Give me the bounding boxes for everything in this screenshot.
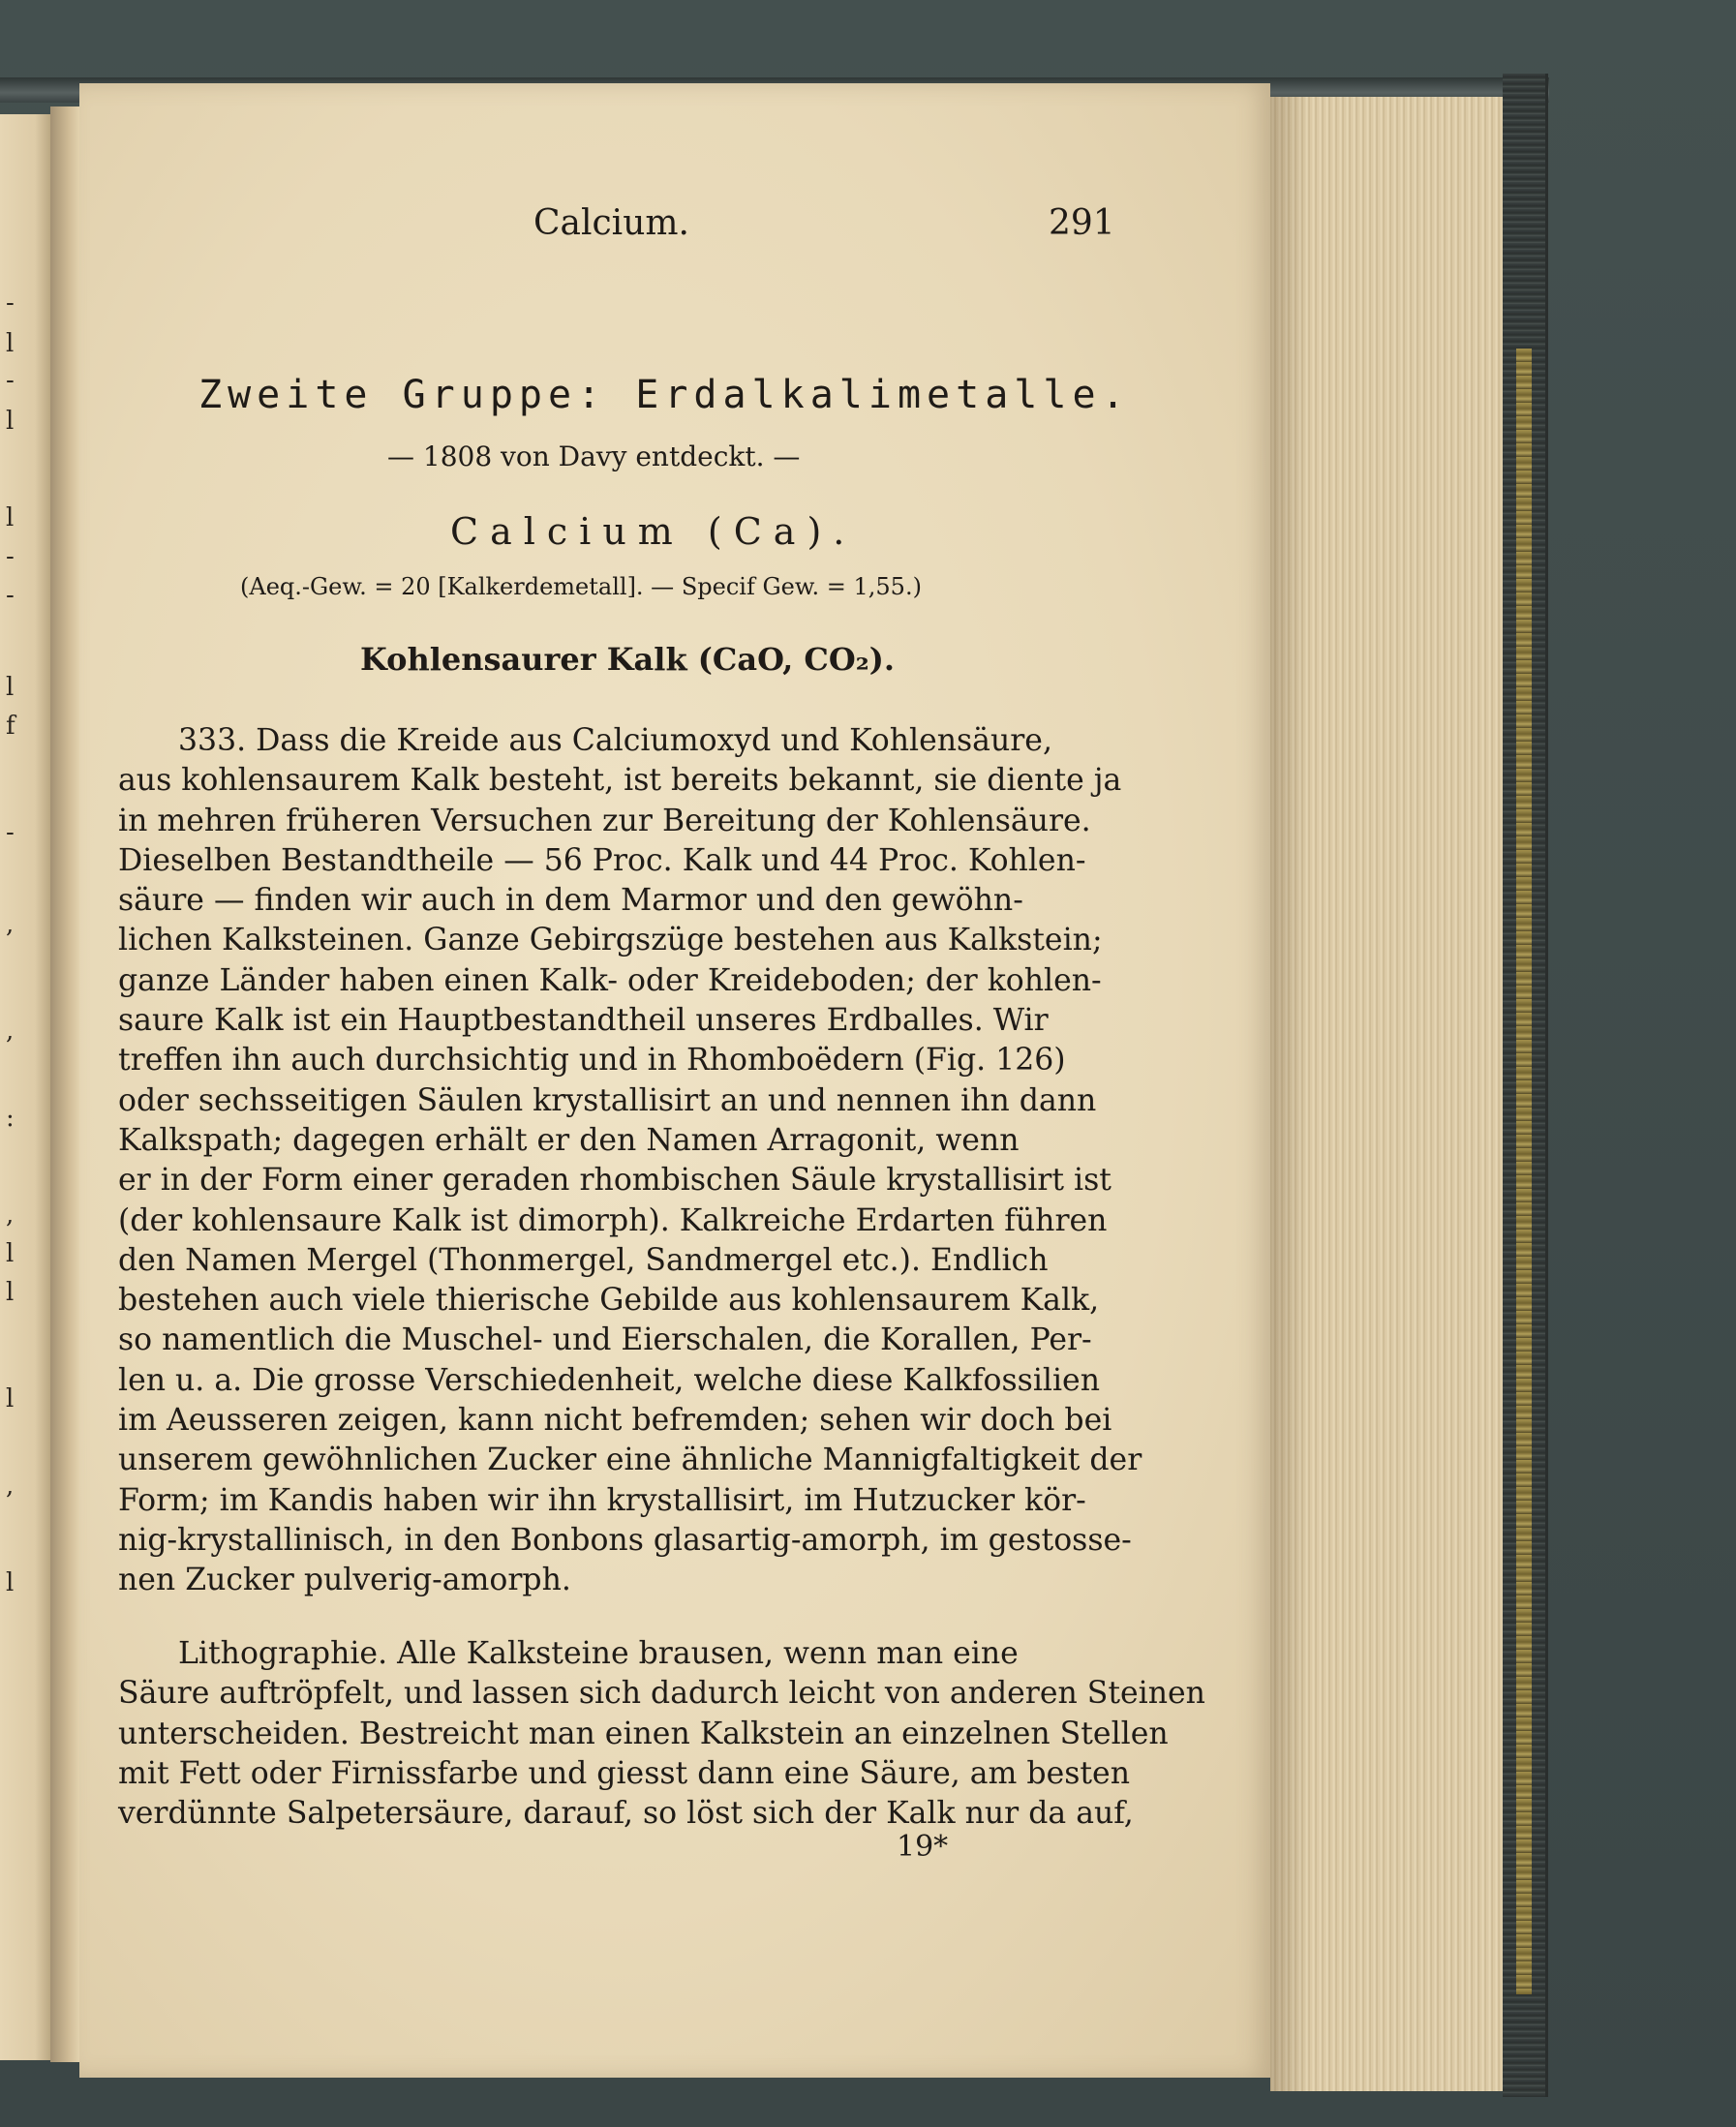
text-line: saure Kalk ist ein Hauptbestandtheil unseres Erdballes. Wir (118, 1003, 1049, 1039)
facing-page-letter: - (6, 289, 15, 318)
text-line: Form; im Kandis haben wir ihn krystallisirt, im Hutzucker kör- (118, 1482, 1086, 1518)
text-line: bestehen auch viele thierische Gebilde aus kohlensaurem Kalk, (118, 1283, 1100, 1319)
text-line: 333. Dass die Kreide aus Calciumoxyd und Kohlensäure, (178, 723, 1052, 758)
paragraph-lithographie (118, 1634, 1205, 1834)
text-line: unserem gewöhnlichen Zucker eine ähnliche Mannigfaltigkeit der (118, 1443, 1142, 1478)
page-stack-edge (1270, 97, 1503, 2091)
text-line: nig-krystallinisch, in den Bonbons glasartig-amorph, im gestosse- (118, 1522, 1132, 1558)
facing-page-letter: - (6, 818, 15, 847)
text-line: Säure auftröpfelt, und lassen sich dadurch leicht von anderen Steinen (118, 1676, 1205, 1712)
facing-page-letter: f (6, 712, 15, 741)
text-line: oder sechsseitigen Säulen krystallisirt an und nennen ihn dann (118, 1082, 1097, 1118)
facing-page-letter: - (6, 366, 15, 395)
facing-page-letter: , (6, 910, 15, 939)
facing-page-letter: - (6, 581, 15, 610)
text-line: säure — finden wir auch in dem Marmor und den gewöhn- (118, 883, 1023, 919)
compound-heading: Kohlensaurer Kalk (CaO, CO₂). (360, 641, 896, 678)
text-line: (der kohlensaure Kalk ist dimorph). Kalkreiche Erdarten führen (118, 1202, 1108, 1238)
text-line: so namentlich die Muschel- und Eierschalen, die Korallen, Per- (118, 1322, 1092, 1358)
element-subline: (Aeq.-Gew. = 20 [Kalkerdemetall]. — Specif Gew. = 1,55.) (240, 573, 922, 600)
element-heading: Calcium (Ca). (450, 510, 857, 553)
text-line: in mehren früheren Versuchen zur Bereitung der Kohlensäure. (118, 803, 1091, 838)
facing-page-letter: l (6, 1568, 15, 1597)
facing-page-letter: l (6, 1278, 15, 1307)
text-line: aus kohlensaurem Kalk besteht, ist bereits bekannt, sie diente ja (118, 763, 1122, 799)
facing-page-letter: l (6, 407, 15, 436)
text-line: im Aeusseren zeigen, kann nicht befremden; sehen wir doch bei (118, 1403, 1112, 1439)
facing-page-letter: l (6, 673, 15, 702)
facing-page-letters (6, 0, 25, 2127)
running-title: Calcium. (533, 203, 689, 243)
text-line: treffen ihn auch durchsichtig und in Rhomboëdern (Fig. 126) (118, 1043, 1066, 1079)
text-line: nen Zucker pulverig-amorph. (118, 1563, 571, 1598)
text-line: Lithographie. Alle Kalksteine brausen, wenn man eine (178, 1636, 1019, 1671)
paragraph-333 (118, 721, 1142, 1601)
text-line: Kalkspath; dagegen erhält er den Namen Arragonit, wenn (118, 1122, 1020, 1158)
page-number: 291 (1049, 203, 1115, 243)
facing-page-letter: l (6, 1239, 15, 1268)
facing-page-letter: l (6, 329, 15, 358)
facing-page-letter: l (6, 1384, 15, 1413)
text-line: den Namen Mergel (Thonmergel, Sandmergel etc.). Endlich (118, 1242, 1049, 1278)
facing-page-letter: , (6, 1200, 15, 1230)
facing-page-letter: , (6, 1017, 15, 1046)
book-gutter (50, 106, 79, 2062)
text-line: verdünnte Salpetersäure, darauf, so löst sich der Kalk nur da auf, (118, 1796, 1134, 1832)
text-line: len u. a. Die grosse Verschiedenheit, welche diese Kalkfossilien (118, 1362, 1100, 1398)
group-heading: Zweite Gruppe: Erdalkalimetalle. (198, 373, 1131, 417)
facing-page-letter: - (6, 542, 15, 571)
facing-page-letter: l (6, 503, 15, 532)
text-line: mit Fett oder Firnissfarbe und giesst dann eine Säure, am besten (118, 1755, 1130, 1791)
text-line: ganze Länder haben einen Kalk- oder Kreideboden; der kohlen- (118, 962, 1102, 998)
spine-gold-tooling (1516, 349, 1532, 1994)
text-line: unterscheiden. Bestreicht man einen Kalkstein an einzelnen Stellen (118, 1716, 1169, 1751)
text-line: er in der Form einer geraden rhombischen Säule krystallisirt ist (118, 1163, 1112, 1199)
signature-mark: 19* (897, 1830, 949, 1864)
text-line: lichen Kalksteinen. Ganze Gebirgszüge bestehen aus Kalkstein; (118, 923, 1103, 958)
facing-page-letter: , (6, 1472, 15, 1501)
facing-page-letter: : (6, 1104, 15, 1133)
text-line: Dieselben Bestandtheile — 56 Proc. Kalk und 44 Proc. Kohlen- (118, 842, 1086, 878)
discovery-note: — 1808 von Davy entdeckt. — (387, 441, 801, 472)
